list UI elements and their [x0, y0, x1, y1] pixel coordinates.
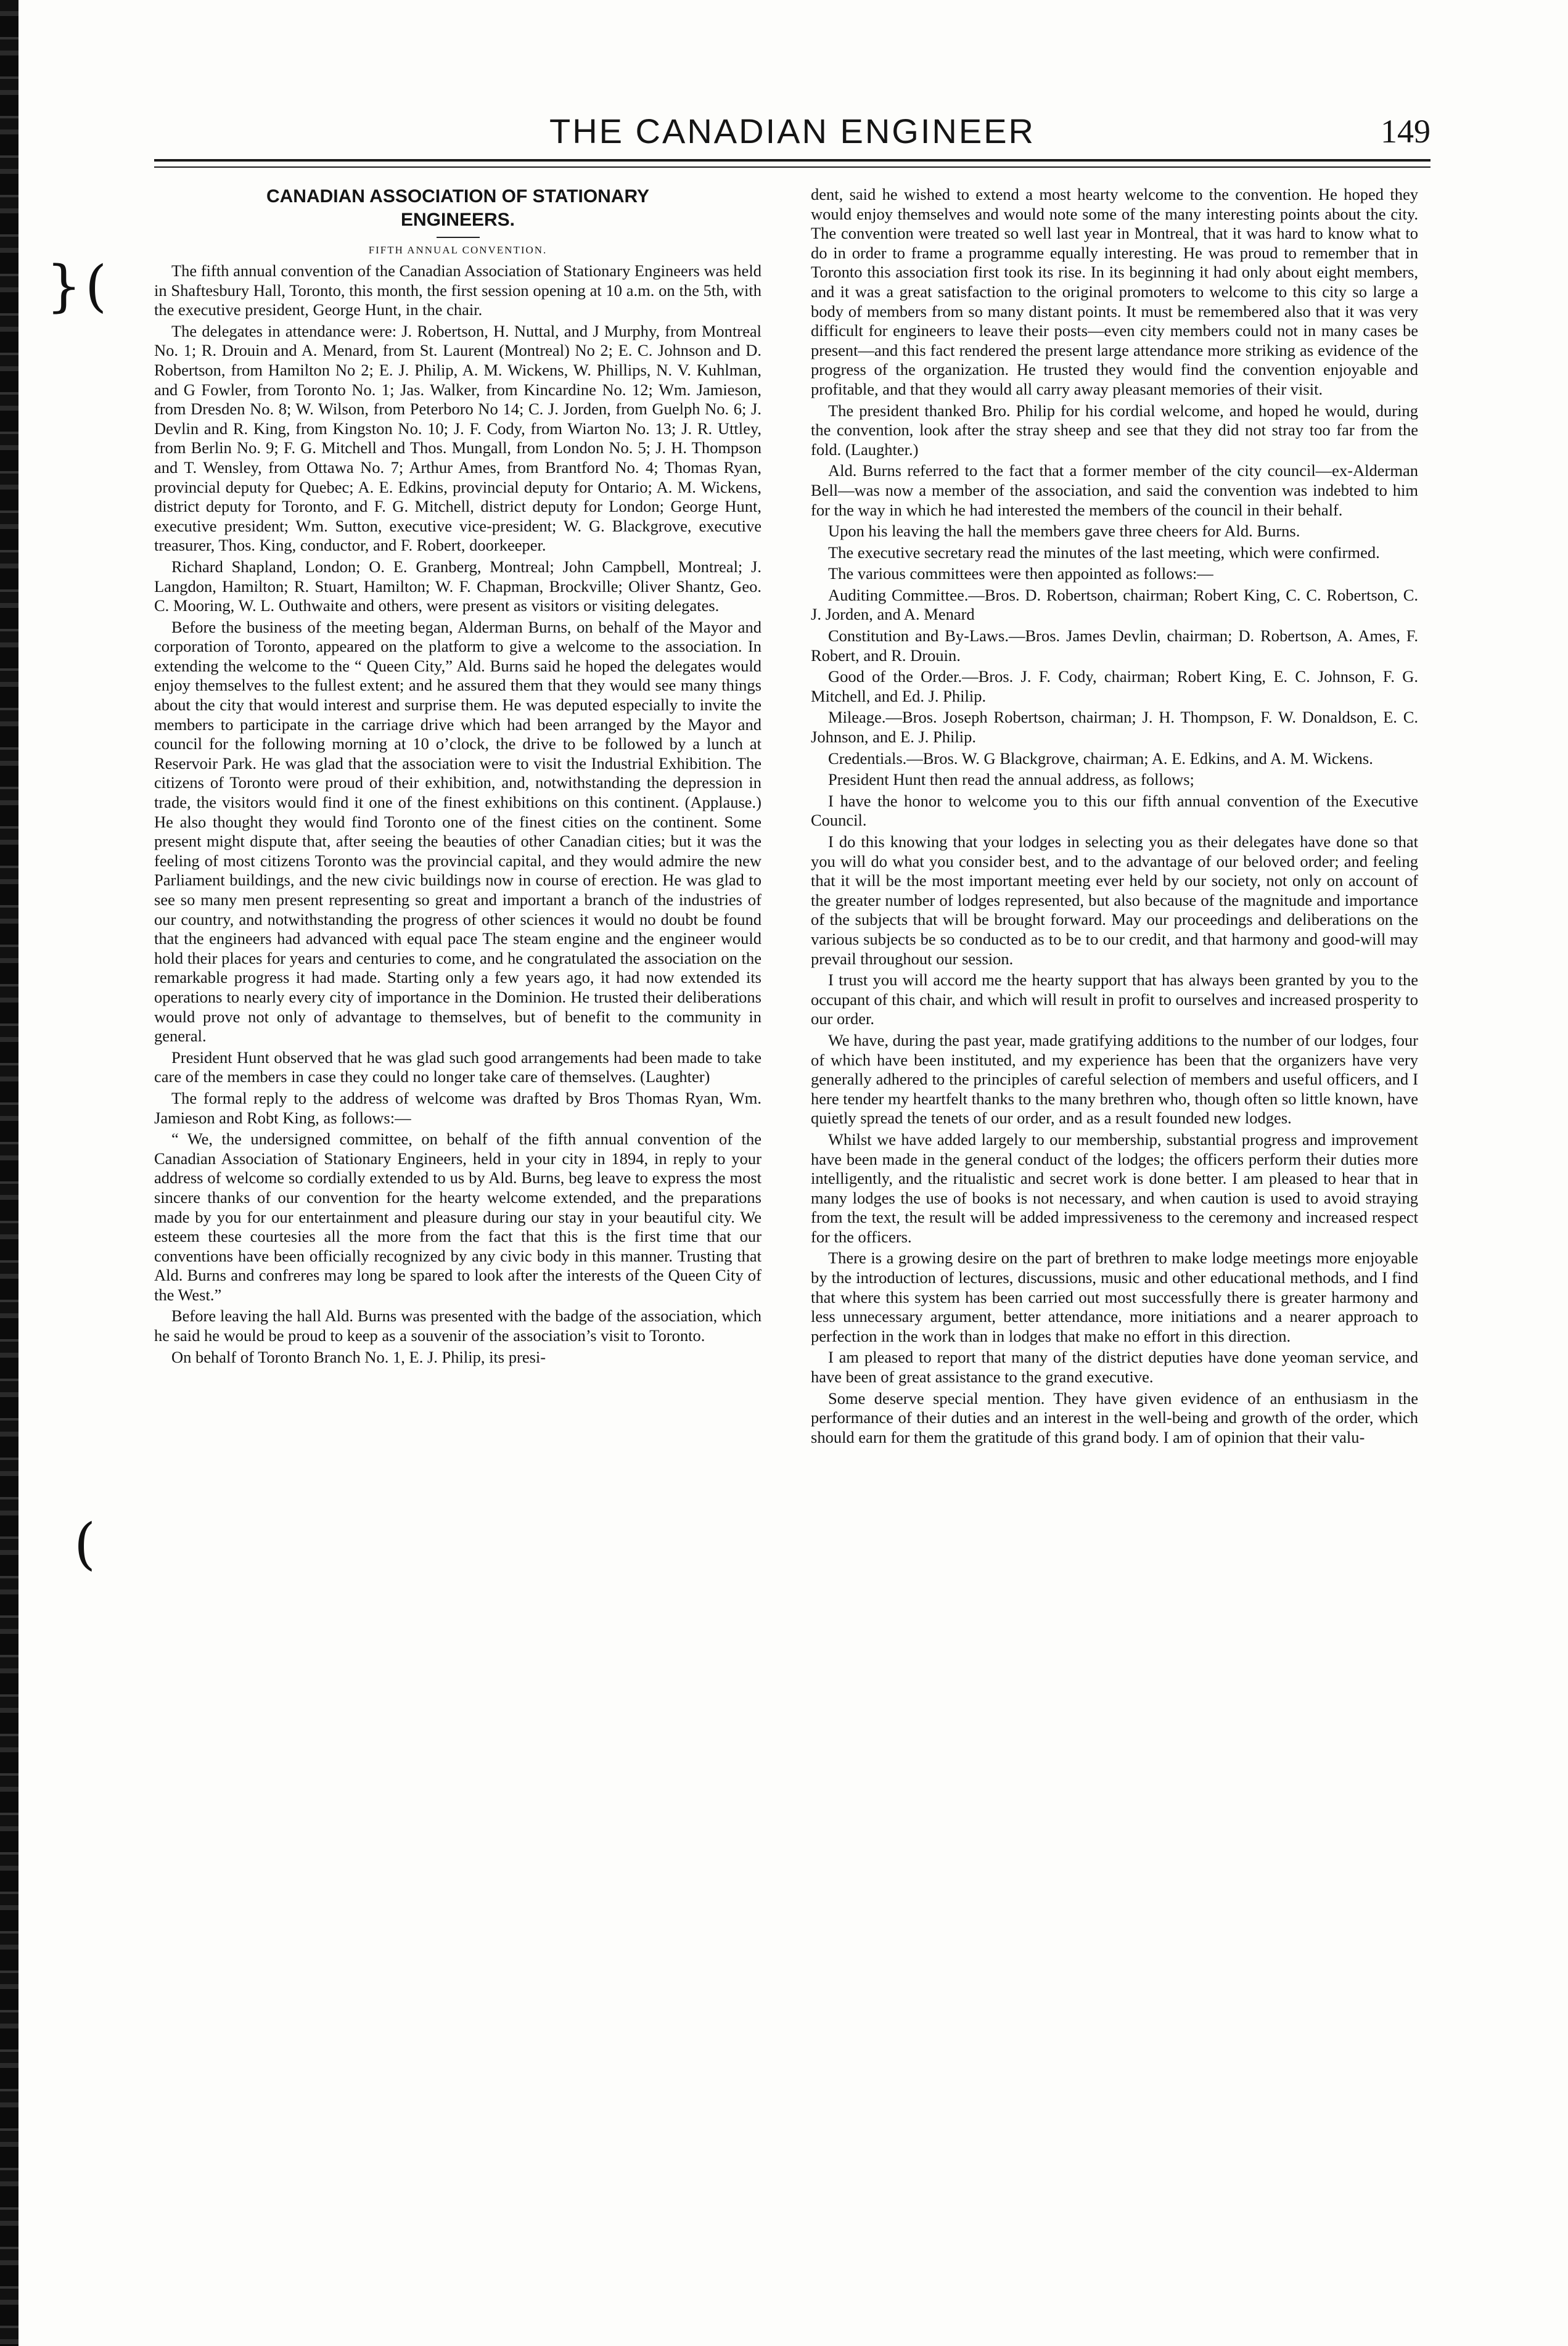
committee-entry: Constitution and By-Laws.—Bros. James Devlin, chairman; D. Robertson, A. Ames, F. Robert, and R. Drouin. — [811, 626, 1418, 665]
paragraph: President Hunt then read the annual address, as follows; — [828, 770, 1194, 789]
article-title — [154, 185, 761, 232]
paragraph: President Hunt observed that he was glad such good arrangements had been made to take care of the members in case they could no longer take care of themselves. (Laughter) — [154, 1048, 761, 1086]
paragraph: We have, during the past year, made gratifying additions to the number of our lodges, four of which have been instituted, and my experience has been that the organizers have very generally adhered to the principles of careful selection of members and useful officers, and I here tender my heartfelt thanks to the many brethren who, though often so little known, have quietly spread the tenets of our order, and as a result founded new lodges. — [811, 1030, 1418, 1128]
margin-paren-mark: ( — [85, 254, 107, 319]
paragraph: The fifth annual convention of the Canadian Association of Stationary Engineers was held in Shaftesbury Hall, Toronto, this month, the first session opening at 10 a.m. on the 5th, with the executive president, George Hunt, in the chair. — [154, 261, 761, 319]
page-header — [154, 110, 1430, 159]
title-rule — [437, 237, 480, 238]
paragraph: Before the business of the meeting began, Alderman Burns, on behalf of the Mayor and corporation of Toronto, appeared on the platform to give a welcome to the association. In extending the welcome to the “ Queen City,” Ald. Burns said he hoped the delegates would enjoy themselves to the fullest extent; and he assured them that they would see many things about the city that would interest and surprise them. He was deputed especially to invite the members to participate in the carriage drive which had been arranged by the Mayor and council for the following morning at 10 o’clock, the drive to be followed by a lunch at Reservoir Park. He was glad that the association were to visit the Industrial Exhibition. The citizens of Toronto were proud of their exhibition, and, notwithstanding the depression in trade, the visitors would find it one of the finest exhibitions on this continent. (Applause.) He also thought they would find Toronto one of the finest cities on the continent. Some present might dispute that, after seeing the beauties of other Canadian cities; but it was the feeling of most citizens Toronto was the provincial capital, and they would admire the new Parliament buildings, and the new civic buildings now in course of erection. He was glad to see so many men present representing so great and important a branch of the industries of our country, and notwithstanding the progress of other sciences it would no doubt be found that the engineers had advanced with equal pace The steam engine and the engineer would hold their places for years and centuries to come, and he congratulated the association on the remarkable progress it had made. Starting only a few years ago, it had now extended its operations to nearly every city of importance in the Dominion. He trusted their deliberations would prove not only of advantage to themselves, but of benefit to the community in general. — [154, 617, 761, 1046]
committee-entry: Good of the Order.—Bros. J. F. Cody, chairman; Robert King, E. C. Johnson, F. G. Mitchell, and Ed. J. Philip. — [811, 667, 1418, 705]
paragraph-continued: dent, said he wished to extend a most hearty welcome to the convention. He hoped they would enjoy themselves and would note some of the many interesting points about the city. The convention were treated so well last year in Montreal, that it was hard to know what to do in order to frame a programme equally interesting. He was proud to remember that in Toronto this association first took its rise. In its beginning it had only about eight members, and it was a great satisfaction to the original promoters to welcome to this city so large a body of members from so many distant points. It must be remembered also that it was very difficult for engineers to leave their posts—even city members could not in many cases be present—and this fact rendered the present large attendance more striking as evidence of the progress of the organization. He trusted they would find the convention enjoyable and profitable, and that they would all carry away pleasant memories of their visit. — [811, 185, 1418, 398]
article-title-line: CANADIAN ASSOCIATION OF STATIONARY — [266, 186, 650, 207]
margin-brace-mark: } — [46, 254, 82, 319]
committee-entry: Mileage.—Bros. Joseph Robertson, chairman; J. H. Thompson, F. W. Donaldson, E. C. Johnson, and E. J. Philip. — [811, 708, 1418, 747]
paragraph: I trust you will accord me the hearty support that has always been granted by you to the occupant of this chair, and which will result in profit to ourselves and increased prosperity to our order. — [811, 970, 1418, 1028]
paragraph: The various committees were then appointed as follows:— — [828, 564, 1213, 583]
paragraph: I am pleased to report that many of the district deputies have done yeoman service, and have been of great assistance to the grand executive. — [811, 1348, 1418, 1387]
paragraph: On behalf of Toronto Branch No. 1, E. J. Philip, its presi- — [171, 1347, 546, 1366]
paragraph: Before leaving the hall Ald. Burns was presented with the badge of the association, which he said he would be proud to keep as a souvenir of the association’s visit to Toronto. — [154, 1306, 761, 1345]
scanned-binding-edge — [0, 0, 18, 2346]
committee-entry: Auditing Committee.—Bros. D. Robertson, chairman; Robert King, C. C. Robertson, C. J. Jorden, and A. Menard — [811, 585, 1418, 624]
committee-entry: Credentials.—Bros. W. G Blackgrove, chairman; A. E. Edkins, and A. M. Wickens. — [828, 749, 1373, 768]
article-title-line: ENGINEERS. — [400, 210, 515, 230]
paragraph: The president thanked Bro. Philip for his cordial welcome, and hoped he would, during the convention, look after the stray sheep and see that they did not stray too far from the fold. (Laughter.) — [811, 401, 1418, 459]
left-column — [154, 185, 761, 2312]
paragraph: Upon his leaving the hall the members gave three cheers for Ald. Burns. — [828, 522, 1300, 541]
paragraph: The executive secretary read the minutes of the last meeting, which were confirmed. — [828, 543, 1380, 562]
paragraph: Richard Shapland, London; O. E. Granberg, Montreal; John Campbell, Montreal; J. Langdon, Hamilton; R. Stuart, Hamilton; W. F. Chapman, Brockville; Oliver Shantz, Geo. C. Mooring, W. L. Outhwaite and others, were present as visitors or visiting delegates. — [154, 557, 761, 615]
paragraph: I do this knowing that your lodges in selecting you as their delegates have done so that you will do what you consider best, and to the advantage of our beloved order; and feeling that it will be the most important meeting ever held by our society, not only on account of the greater number of lodges represented, but also because of the magnitude and importance of the subjects that will be brought forward. May our proceedings and deliberations on the various subjects be so conducted as to be to our credit, and that harmony and good-will may prevail throughout our session. — [811, 832, 1418, 968]
page-number: 149 — [1381, 113, 1430, 150]
article-subtitle: FIFTH ANNUAL CONVENTION. — [368, 244, 548, 256]
paragraph: Ald. Burns referred to the fact that a former member of the city council—ex-Alderman Bell—was now a member of the association, and said the convention was indebted to him for the way in which he had interested the members of the council in their behalf. — [811, 461, 1418, 519]
journal-title: THE CANADIAN ENGINEER — [549, 112, 1035, 150]
paragraph: I have the honor to welcome you to this our fifth annual convention of the Executive Council. — [811, 791, 1418, 830]
header-rule-thin — [154, 166, 1430, 168]
paragraph: There is a growing desire on the part of brethren to make lodge meetings more enjoyable by the introduction of lectures, discussions, music and other educational methods, and I find that where this system has been carried out most successfully there is greater harmony and less unnecessary argument, better attendance, more initiations and a nearer approach to perfection in the work than in lodges that make no effort in this direction. — [811, 1249, 1418, 1345]
paragraph: Whilst we have added largely to our membership, substantial progress and improvement have been made in the general conduct of the lodges; the officers perform their duties more intelligently, and the ritualistic and secret work is done better. I am pleased to hear that in many lodges the use of books is not necessary, and when caution is used to avoid straying from the text, the result will be added impressiveness to the ceremony and increased respect for the officers. — [811, 1130, 1418, 1246]
quoted-reply: “ We, the undersigned committee, on behalf of the fifth annual convention of the Canadian Association of Stationary Engineers, held in your city in 1894, in reply to your address of welcome so cordially extended to us by Ald. Burns, beg leave to express the most sincere thanks of our convention for the hearty welcome extended, and the preparations made by you for our entertainment and pleasure during our stay in your beautiful city. We esteem these courtesies all the more from the fact that this is the first time that our conventions have been officially recognized by any civic body in this manner. Trusting that Ald. Burns and confreres may long be spared to look after the interests of the Queen City of the West.” — [154, 1130, 761, 1304]
right-column — [811, 185, 1418, 2312]
margin-paren-mark: ( — [74, 1512, 96, 1577]
paragraph: The delegates in attendance were: J. Robertson, H. Nuttal, and J Murphy, from Montreal No. 1; R. Drouin and A. Menard, from St. Laurent (Montreal) No 2; E. C. Johnson and D. Robertson, from Hamilton No 2; E. J. Philip, A. M. Wickens, W. Phillips, N. V. Kuhlman, and G Fowler, from Toronto No. 1; Jas. Walker, from Kincardine No. 12; Wm. Jamieson, from Dresden No. 8; W. Wilson, from Peterboro No 14; C. J. Jorden, from Guelph No. 6; J. Devlin and R. King, from Kingston No. 10; J. F. Cody, from Wiarton No. 13; J. R. Uttley, from Berlin No. 9; F. G. Mitchell and Thos. Mungall, from London No. 5; J. H. Thompson and T. Wensley, from Ottawa No. 7; Arthur Ames, from Brantford No. 4; Thomas Ryan, provincial deputy for Quebec; A. E. Edkins, provincial deputy for Ontario; A. M. Wickens, district deputy for Toronto, and F. G. Mitchell, district deputy for London; George Hunt, executive president; Wm. Sutton, executive vice-president; W. G. Blackgrove, executive treasurer, Thos. King, conductor, and F. Robert, doorkeeper. — [154, 321, 761, 555]
paragraph: The formal reply to the address of welcome was drafted by Bros Thomas Ryan, Wm. Jamieson and Robt King, as follows:— — [154, 1088, 761, 1127]
paragraph: Some deserve special mention. They have given evidence of an enthusiasm in the performance of their duties and an interest in the well-being and growth of the order, which should earn for them the gratitude of this grand body. I am of opinion that their valu- — [811, 1388, 1418, 1446]
header-rule — [154, 159, 1430, 162]
